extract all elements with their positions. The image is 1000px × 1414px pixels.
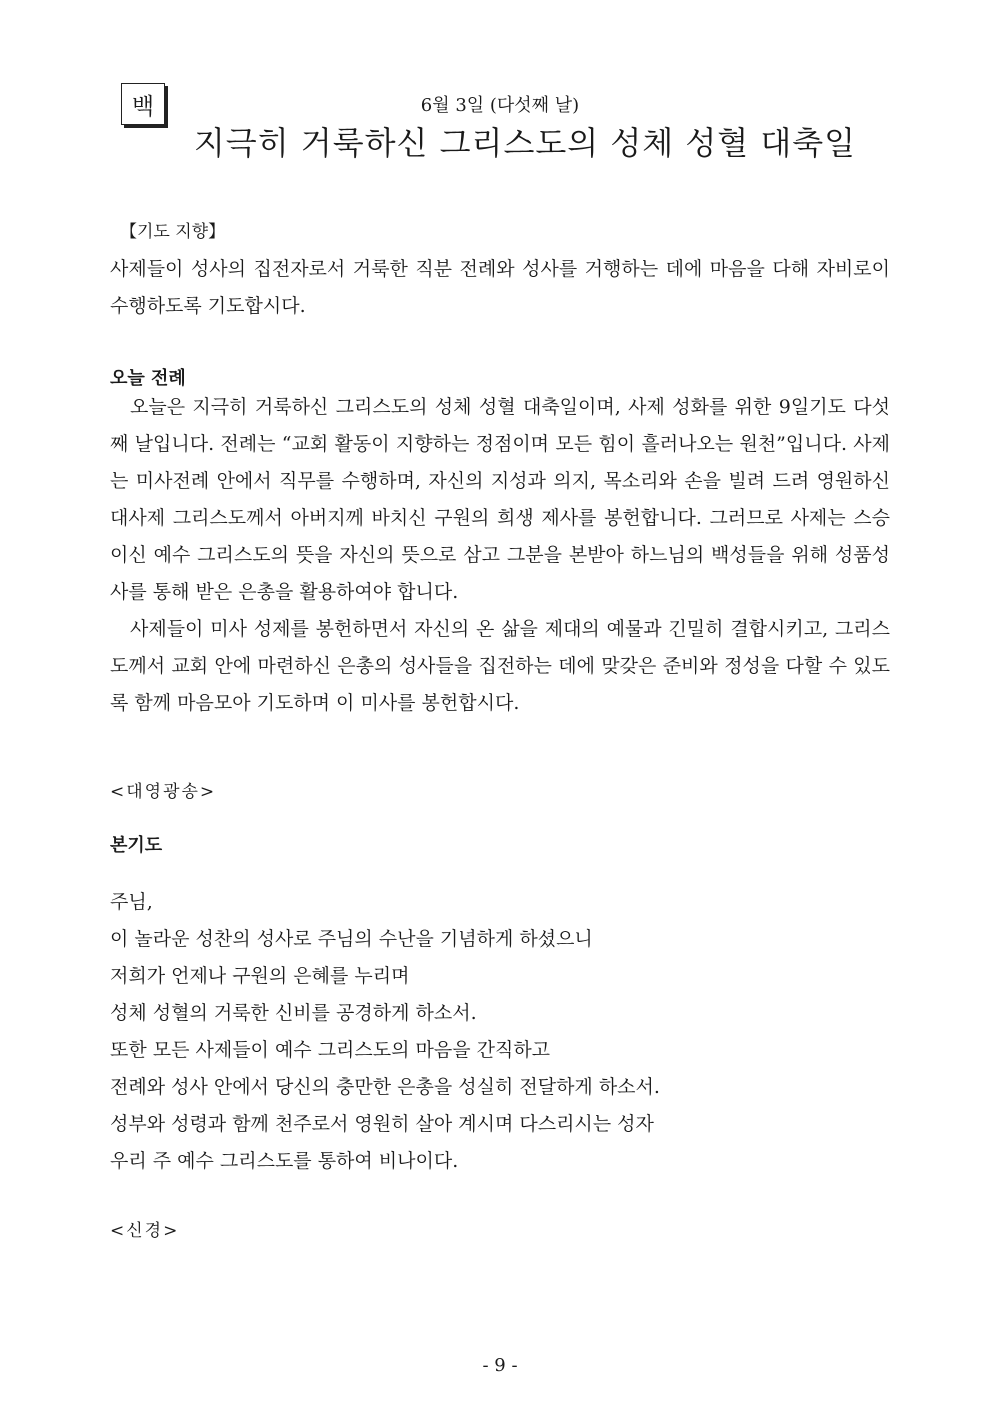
intention-paragraph: 사제들이 성사의 집전자로서 거룩한 직분 전례와 성사를 거행하는 데에 마음을 다해 자비로이 수행하도록 기도합시다. xyxy=(110,258,890,317)
collect-prayer xyxy=(110,884,660,1180)
collect-heading: 본기도 xyxy=(110,835,163,856)
collect-line: 또한 모든 사제들이 예수 그리스도의 마음을 간직하고 xyxy=(110,1039,551,1061)
today-liturgy-paragraph-2: 사제들이 미사 성제를 봉헌하면서 자신의 온 삶을 제대의 예물과 긴밀히 결합시키고, 그리스도께서 교회 안에 마련하신 은총의 성사들을 집전하는 데에 맞갖은 준비와 정성을 다할 수 있도록 함께 마음모아 기도하며 이 미사를 봉헌합시다. xyxy=(110,618,890,714)
collect-line: 성체 성혈의 거룩한 신비를 공경하게 하소서. xyxy=(110,1002,477,1024)
collect-line: 주님, xyxy=(110,891,153,913)
collect-line: 전례와 성사 안에서 당신의 충만한 은총을 성실히 전달하게 하소서. xyxy=(110,1076,660,1098)
today-liturgy-heading: 오늘 전례 xyxy=(110,368,186,389)
page-title: 지극히 거룩하신 그리스도의 성체 성혈 대축일 xyxy=(193,124,857,162)
today-liturgy-paragraph-1: 오늘은 지극히 거룩하신 그리스도의 성체 성혈 대축일이며, 사제 성화를 위한 9일기도 다섯째 날입니다. 전례는 “교회 활동이 지향하는 정점이며 모든 힘이 흘러나오는 원천”입니다. 사제는 미사전례 안에서 직무를 수행하며, 자신의 지성과 의지, 목소리와 손을 빌려 드려 영원하신 대사제 그리스도께서 아버지께 바치신 구원의 희생 제사를 봉헌합니다. 그러므로 사제는 스승이신 예수 그리스도의 뜻을 자신의 뜻으로 삼고 그분을 본받아 하느님의 백성들을 위해 성품성사를 통해 받은 은총을 활용하여야 합니다. xyxy=(110,396,890,603)
today-liturgy-body xyxy=(110,389,890,722)
collect-line: 성부와 성령과 함께 천주로서 영원히 살아 계시며 다스리시는 성자 xyxy=(110,1113,654,1135)
rubric-creed: <신경> xyxy=(110,1221,180,1241)
liturgical-color-label: 백 xyxy=(131,93,155,120)
page-number: - 9 - xyxy=(482,1355,518,1376)
feast-date: 6월 3일 (다섯째 날) xyxy=(420,95,580,116)
collect-line: 이 놀라운 성찬의 성사로 주님의 수난을 기념하게 하셨으니 xyxy=(110,928,593,950)
rubric-gloria: <대영광송> xyxy=(110,782,217,802)
collect-line: 저희가 언제나 구원의 은혜를 누리며 xyxy=(110,965,410,987)
intention-text xyxy=(110,251,890,325)
intention-label: 【기도 지향】 xyxy=(120,222,226,242)
collect-line: 우리 주 예수 그리스도를 통하여 비나이다. xyxy=(110,1150,459,1172)
